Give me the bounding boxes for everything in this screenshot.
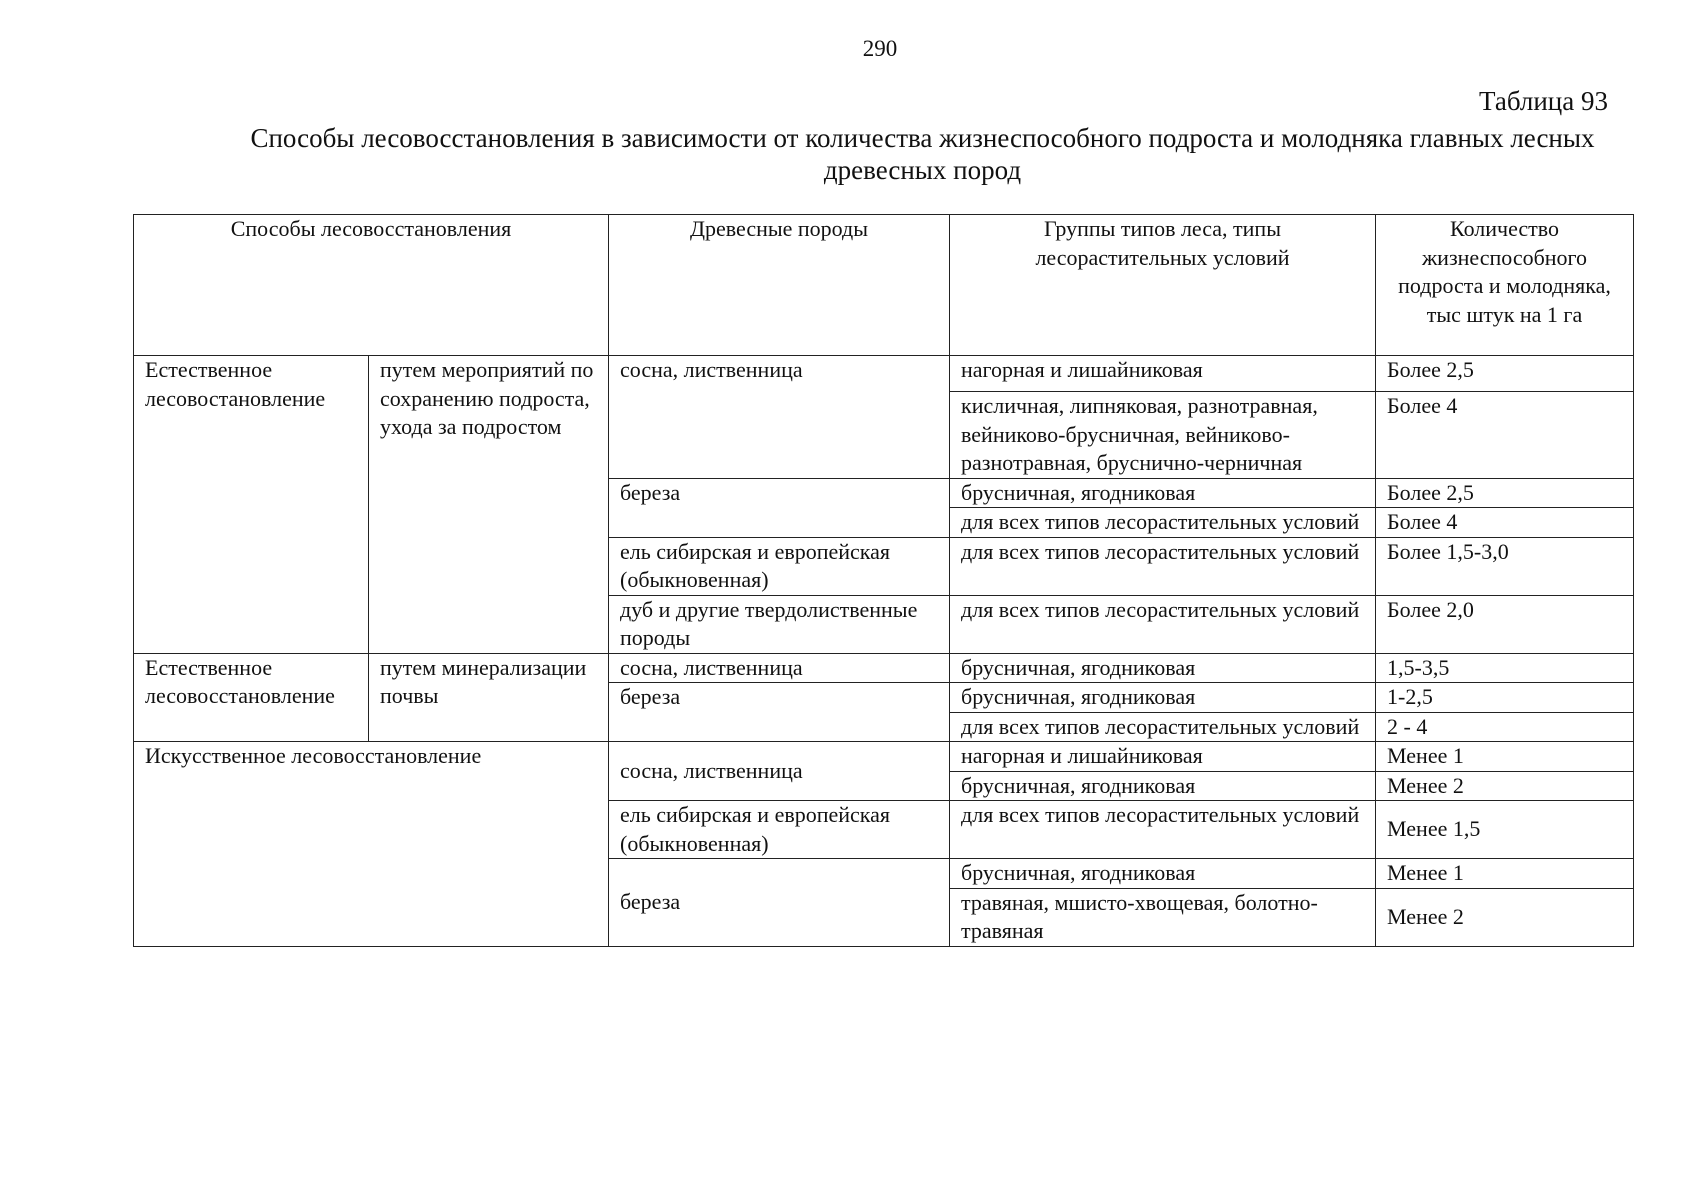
forest-group-cell: брусничная, ягодниковая [950,859,1376,889]
quantity-cell: Более 4 [1376,392,1634,479]
method-cell: Искусственное лесовосстановление [134,742,609,947]
forest-group-cell: брусничная, ягодниковая [950,653,1376,683]
quantity-cell: 2 - 4 [1376,712,1634,742]
table-row [134,356,1634,392]
quantity-cell: Более 2,5 [1376,478,1634,508]
submethod-cell: путем минерализации почвы [369,653,609,742]
page-number: 290 [862,36,898,61]
quantity-cell: Более 2,0 [1376,595,1634,653]
header-species: Древесные породы [609,215,950,356]
forest-group-cell: кисличная, липняковая, разнотравная, вейниково-брусничная, вейниково-разнотравная, бруснично-черничная [950,392,1376,479]
species-cell: сосна, лиственница [609,653,950,683]
table-header-row [134,215,1634,356]
table-row [134,742,1634,772]
submethod-cell: путем мероприятий по сохранению подроста, ухода за подростом [369,356,609,654]
species-cell: дуб и другие твердолиственные породы [609,595,950,653]
quantity-cell: Более 4 [1376,508,1634,538]
header-forest-groups: Группы типов леса, типы лесорастительных условий [950,215,1376,356]
quantity-cell: Более 1,5-3,0 [1376,537,1634,595]
forest-group-cell: для всех типов лесорастительных условий [950,801,1376,859]
quantity-cell: Менее 2 [1376,771,1634,801]
quantity-cell: 1-2,5 [1376,683,1634,713]
method-cell: Естественное лесовостановление [134,356,369,654]
table-number: Таблица 93 [1479,86,1608,116]
forest-group-cell: для всех типов лесорастительных условий [950,712,1376,742]
forest-group-cell: травяная, мшисто-хвощевая, болотно-травяная [950,888,1376,946]
species-cell: ель сибирская и европейская (обыкновенная) [609,801,950,859]
forest-group-cell: брусничная, ягодниковая [950,478,1376,508]
species-cell: ель сибирская и европейская (обыкновенная) [609,537,950,595]
header-quantity: Количество жизнеспособного подроста и молодняка, тыс штук на 1 га [1376,215,1634,356]
table-title: Способы лесовосстановления в зависимости от количества жизнеспособного подроста и молодняка главных лесных древесных пород [250,123,1595,185]
method-cell: Естественное лесовосстановление [134,653,369,742]
forest-group-cell: нагорная и лишайниковая [950,356,1376,392]
header-methods: Способы лесовосстановления [134,215,609,356]
forest-group-cell: для всех типов лесорастительных условий [950,508,1376,538]
quantity-cell: Менее 2 [1376,888,1634,946]
forest-group-cell: для всех типов лесорастительных условий [950,537,1376,595]
species-cell: береза [609,478,950,537]
table-row [134,653,1634,683]
species-cell: береза [609,859,950,947]
species-cell: сосна, лиственница [609,742,950,801]
forest-group-cell: нагорная и лишайниковая [950,742,1376,772]
quantity-cell: Менее 1 [1376,859,1634,889]
quantity-cell: Менее 1,5 [1376,801,1634,859]
quantity-cell: Более 2,5 [1376,356,1634,392]
forest-group-cell: для всех типов лесорастительных условий [950,595,1376,653]
forest-group-cell: брусничная, ягодниковая [950,683,1376,713]
forest-group-cell: брусничная, ягодниковая [950,771,1376,801]
reforestation-table [133,214,1634,947]
species-cell: сосна, лиственница [609,356,950,479]
quantity-cell: Менее 1 [1376,742,1634,772]
quantity-cell: 1,5-3,5 [1376,653,1634,683]
species-cell: береза [609,683,950,742]
